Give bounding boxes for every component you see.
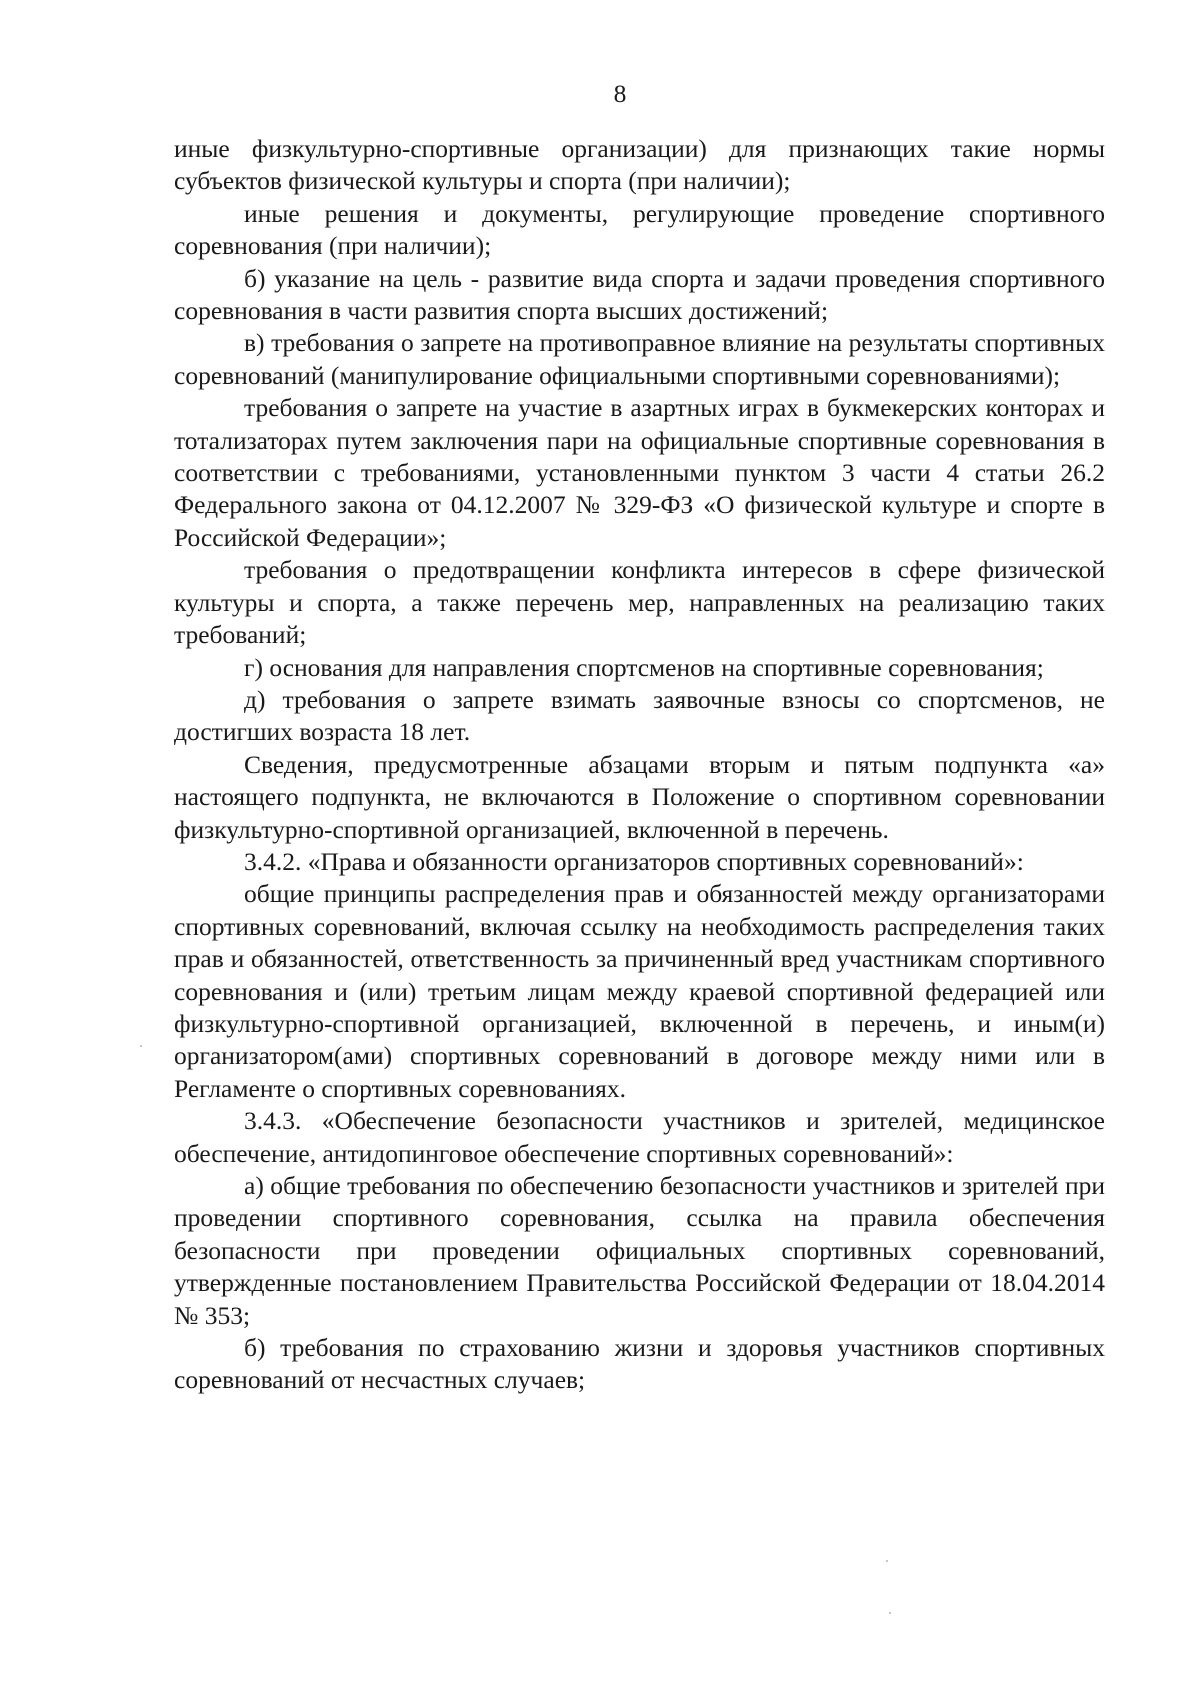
paragraph-7: г) основания для направления спортсменов на спортивные соревнования; — [244, 652, 1044, 682]
paragraph-14: б) требования по страхованию жизни и здоровья участников спортивных соревнований от несчастных случаев; — [174, 1333, 1105, 1395]
scan-speck — [886, 1560, 888, 1562]
paragraph-6: требования о предотвращении конфликта интересов в сфере физической культуры и спорта, а также перечень мер, направленных на реализацию таких требований; — [174, 555, 1105, 650]
paragraph-11: общие принципы распределения прав и обязанностей между организаторами спортивных соревнований, включая ссылку на необходимость распределения таких прав и обязанностей, ответственность за причиненный вред участникам спортивного соревнования и (или) третьим лицам между краевой спортивной федерацией или физкультурно-спортивной организацией, включенной в перечень, и иным(и) организатором(ами) спортивных соревнований в договоре между ними или в Регламенте о спортивных соревнованиях. — [174, 879, 1105, 1103]
paragraph-10: 3.4.2. «Права и обязанности организаторов спортивных соревнований»: — [244, 846, 1024, 876]
paragraph-4: в) требования о запрете на противоправное влияние на результаты спортивных соревнований (манипулирование официальными спортивными соревнованиями); — [174, 328, 1105, 390]
paragraph-3: б) указание на цель - развитие вида спорта и задачи проведения спортивного соревнования в части развития спорта высших достижений; — [174, 263, 1105, 326]
paragraph-5: требования о запрете на участие в азартных играх в букмекерских конторах и тотализаторах путем заключения пари на официальные спортивные соревнования в соответствии с требованиями, установленными пунктом 3 части 4 статьи 26.2 Федерального закона от 04.12.2007 № 329-ФЗ «О физической культуре и спорте в Российской Федерации»; — [174, 393, 1105, 552]
paragraph-8: д) требования о запрете взимать заявочные взносы со спортсменов, не достигших возраста 18 лет. — [174, 684, 1105, 747]
paragraph-13: а) общие требования по обеспечению безопасности участников и зрителей при проведении спортивного соревнования, ссылка на правила обеспечения безопасности при проведении официальных спортивных соревнований, утвержденные постановлением Правительства Российской Федерации от 18.04.2014 № 353; — [174, 1171, 1105, 1330]
paragraph-9: Сведения, предусмотренные абзацами вторым и пятым подпункта «а» настоящего подпункта, не включаются в Положение о спортивном соревновании физкультурно-спортивной организацией, включенной в перечень. — [174, 749, 1105, 844]
scan-speck — [140, 1045, 142, 1047]
page-number: 8 — [613, 79, 627, 108]
paragraph-1: иные физкультурно-спортивные организации) для признающих такие нормы субъектов физической культуры и спорта (при наличии); — [174, 134, 1105, 196]
scan-speck — [889, 1612, 891, 1614]
document-body — [174, 133, 1105, 1397]
paragraph-2: иные решения и документы, регулирующие проведение спортивного соревнования (при наличии); — [174, 198, 1105, 261]
paragraph-12: 3.4.3. «Обеспечение безопасности участников и зрителей, медицинское обеспечение, антидопинговое обеспечение спортивных соревнований»: — [174, 1106, 1105, 1168]
